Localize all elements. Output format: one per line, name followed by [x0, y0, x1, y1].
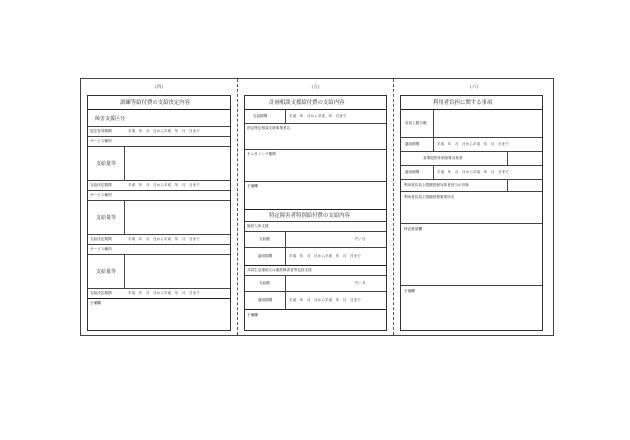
special-notes-label: 特記事項欄 [404, 227, 422, 231]
group-home-label: 共同生活援助又は重度障害者等包括支援 [247, 268, 312, 272]
apply-period-label: 適用期間 [258, 298, 273, 302]
decision-period-label: 支給決定期間 [90, 237, 112, 241]
plan-consultation-table [244, 95, 387, 331]
supply-amount-label: 支給量等 [96, 161, 117, 167]
apply-period-value: 平成 年 月 日から平成 年 月 日まで [289, 254, 361, 258]
burden-limit-label: 負担上限月額 [405, 121, 427, 125]
remarks-label: 予備欄 [247, 313, 258, 317]
decision-period-value: 平成 年 月 日から平成 年 月 日まで [128, 237, 200, 241]
table-title: 訓練等給付費の支給決定内容 [120, 100, 191, 106]
monitoring-label: モニタリング期間 [247, 152, 276, 156]
table-title: 利用者負担に関する事項 [433, 100, 493, 106]
service-type-label: サービス種別 [90, 139, 112, 143]
remarks-label: 予備欄 [90, 301, 101, 305]
supply-period-label: 支給期間 [253, 114, 268, 118]
panel-user-burden [394, 79, 554, 335]
apply-period-label: 適用期間 [405, 142, 420, 146]
table-title: 計画相談支援給付費の支給内容 [269, 100, 345, 106]
burden-management-label: 利用者負担上限額管理対象者該当の有無 [404, 183, 469, 187]
apply-period-value: 平成 年 月 日から平成 年 月 日まで [437, 170, 509, 174]
supply-amount-label: 支給量等 [96, 215, 117, 221]
apply-period-value: 平成 年 月 日から平成 年 月 日まで [289, 298, 361, 302]
disability-class-label: 障害支援区分 [95, 116, 126, 122]
provider-label: 指定特定相談支援事業者名 [247, 126, 291, 130]
decision-period-label: 支給決定期間 [90, 183, 112, 187]
remarks-label: 予備欄 [247, 184, 258, 188]
decision-period-value: 平成 年 月 日から平成 年 月 日まで [128, 291, 200, 295]
decision-period-value: 平成 年 月 日から平成 年 月 日まで [128, 183, 200, 187]
amount-unit: 円／日 [355, 237, 366, 241]
cert-period-value: 平成 年 月 日から平成 年 月 日まで [128, 129, 200, 133]
supply-amount-label: 支給量等 [96, 269, 117, 275]
decision-period-label: 支給決定期間 [90, 291, 112, 295]
user-burden-table [400, 95, 543, 331]
meal-provision-label: 食事提供体制加算対象者 [423, 156, 463, 160]
supply-period-value: 平成 年 月から平成 年 月まで [289, 114, 347, 118]
panel-training-benefits [81, 79, 237, 335]
panel-number: (五) [311, 85, 320, 90]
apply-period-label: 適用期間 [405, 170, 420, 174]
certificate-sheet [80, 78, 554, 336]
training-benefits-table [87, 95, 231, 331]
amount-unit-monthly: 円／月 [355, 281, 366, 285]
special-benefits-title: 特定障害者特別給付費の支給内容 [269, 213, 350, 219]
panel-number: (六) [469, 85, 478, 90]
cert-period-label: 認定有効期間 [90, 129, 112, 133]
panel-plan-consultation [238, 79, 393, 335]
apply-period-label: 適用期間 [258, 254, 273, 258]
remarks-label: 予備欄 [404, 289, 415, 293]
apply-period-value: 平成 年 月 日から平成 年 月 日まで [437, 142, 509, 146]
amount-label: 支給額 [259, 281, 270, 285]
panel-number: (四) [154, 85, 163, 90]
facility-label: 施設入所支援 [247, 224, 269, 228]
service-type-label: サービス種別 [90, 247, 112, 251]
amount-label: 支給額 [259, 237, 270, 241]
burden-manager-label: 利用者負担上限額管理事業所名 [404, 195, 455, 199]
service-type-label: サービス種別 [90, 193, 112, 197]
